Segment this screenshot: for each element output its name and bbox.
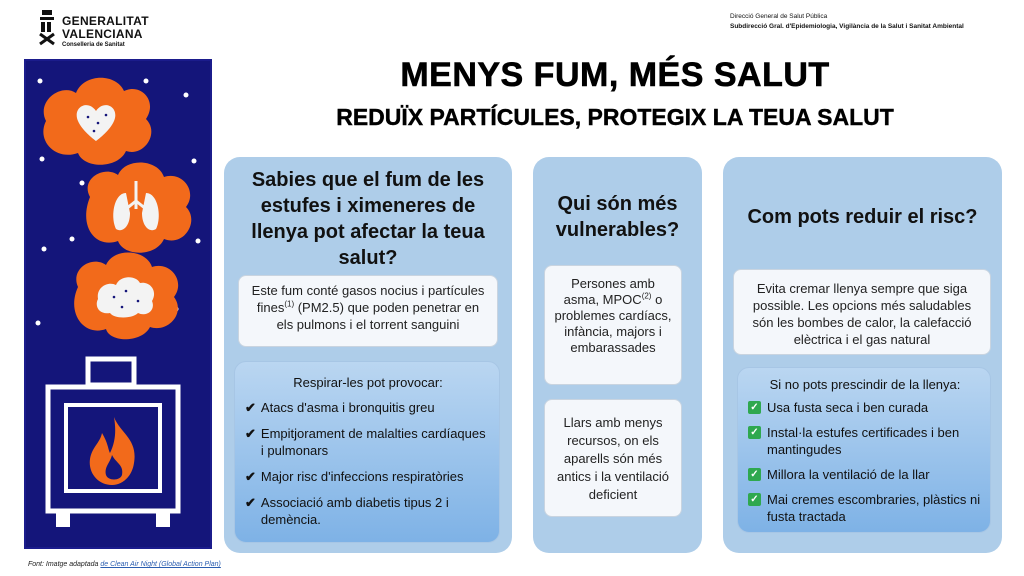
logo-text-line1: GENERALITAT — [62, 14, 149, 28]
illustration-panel — [24, 59, 212, 549]
panel-health-effects — [224, 157, 512, 553]
generalitat-logo — [38, 8, 168, 52]
flame-icon — [90, 417, 135, 485]
panel-heading: Sabies que el fum de les estufes i ximeneres de llenya pot afectar la teua salut? — [251, 169, 485, 269]
panel-heading: Qui són més vulnerables? — [555, 193, 680, 241]
list-item — [748, 491, 982, 525]
card-text-part2: o problemes cardíacs, infància, majors i embarassades — [554, 292, 672, 355]
list-item — [748, 424, 982, 458]
page-title: MENYS FUM, MÉS SALUT — [400, 56, 830, 94]
info-card-vulnerable-people — [544, 265, 682, 385]
info-card-particles — [238, 275, 498, 347]
footnote-ref: (2) — [641, 291, 652, 301]
lungs-icon — [86, 162, 191, 252]
smoke-health-illustration — [26, 61, 214, 551]
list-item — [748, 399, 982, 416]
effects-list-box — [234, 361, 500, 543]
brain-icon — [74, 252, 178, 339]
generalitat-emblem-icon — [38, 8, 60, 46]
list-item — [245, 399, 491, 416]
card-text-part1: Persones amb asma, MPOC — [563, 276, 655, 307]
list-item — [245, 425, 491, 459]
department-info — [730, 12, 1000, 32]
green-check-icon: ✓ — [748, 468, 761, 481]
footer-prefix: Font: Imatge adaptada — [28, 561, 101, 568]
effects-list-heading: Respirar-les pot provocar: — [293, 375, 443, 390]
check-icon: ✔ — [245, 426, 256, 441]
check-icon: ✔ — [245, 400, 256, 415]
card-text-part1: Este fum conté gasos nocius i partícules fines — [251, 283, 485, 315]
panel-heading: Com pots reduir el risc? — [747, 206, 978, 228]
source-footer — [28, 561, 221, 568]
list-item — [748, 466, 982, 483]
list-item-text: Usa fusta seca i ben curada — [767, 400, 929, 415]
wood-stove-icon — [48, 359, 178, 527]
department-line1: Direcció General de Salut Pública — [730, 13, 828, 20]
list-item-text: Major risc d'infeccions respiratòries — [260, 469, 464, 484]
source-link[interactable]: de Clean Air Night (Global Action Plan) — [100, 561, 221, 568]
page-subtitle: REDUÏX PARTÍCULES, PROTEGIX LA TEUA SALUT — [336, 104, 894, 130]
logo-text-line2: VALENCIANA — [62, 27, 143, 41]
heart-icon — [43, 78, 151, 165]
panel-vulnerable-groups — [533, 157, 702, 553]
green-check-icon: ✓ — [748, 426, 761, 439]
info-card-alternatives: Evita cremar llenya sempre que siga possible. Les opcions més saludables són les bombes de calor, la calefacció elèctrica i el gas natural — [733, 269, 991, 355]
tips-list-box — [737, 367, 991, 533]
footnote-ref: (1) — [284, 299, 295, 309]
info-card-low-income-homes: Llars amb menys recursos, on els aparells són més antics i la ventilació deficient — [544, 399, 682, 517]
list-item-text: Empitjorament de malalties cardíaques i pulmonars — [260, 426, 486, 458]
list-item — [245, 494, 491, 528]
check-icon: ✔ — [245, 495, 256, 510]
department-line2: Subdirecció Gral. d'Epidemiologia, Vigilància de la Salut i Sanitat Ambiental — [730, 23, 964, 30]
list-item-text: Mai cremes escombraries, plàstics ni fusta tractada — [767, 492, 981, 524]
list-item-text: Millora la ventilació de la llar — [767, 467, 930, 482]
card-text-part2: (PM2.5) que poden penetrar en els pulmons i el torrent sanguini — [276, 300, 480, 332]
green-check-icon: ✓ — [748, 401, 761, 414]
list-item-text: Associació amb diabetis tipus 2 i demència. — [260, 495, 449, 527]
logo-subtitle: Conselleria de Sanitat — [62, 42, 125, 48]
panel-reduce-risk — [723, 157, 1002, 553]
list-item-text: Atacs d'asma i bronquitis greu — [260, 400, 435, 415]
tips-list-heading: Si no pots prescindir de la llenya: — [769, 377, 961, 392]
green-check-icon: ✓ — [748, 493, 761, 506]
check-icon: ✔ — [245, 469, 256, 484]
list-item — [245, 468, 491, 485]
list-item-text: Instal·la estufes certificades i ben mantingudes — [767, 425, 960, 457]
